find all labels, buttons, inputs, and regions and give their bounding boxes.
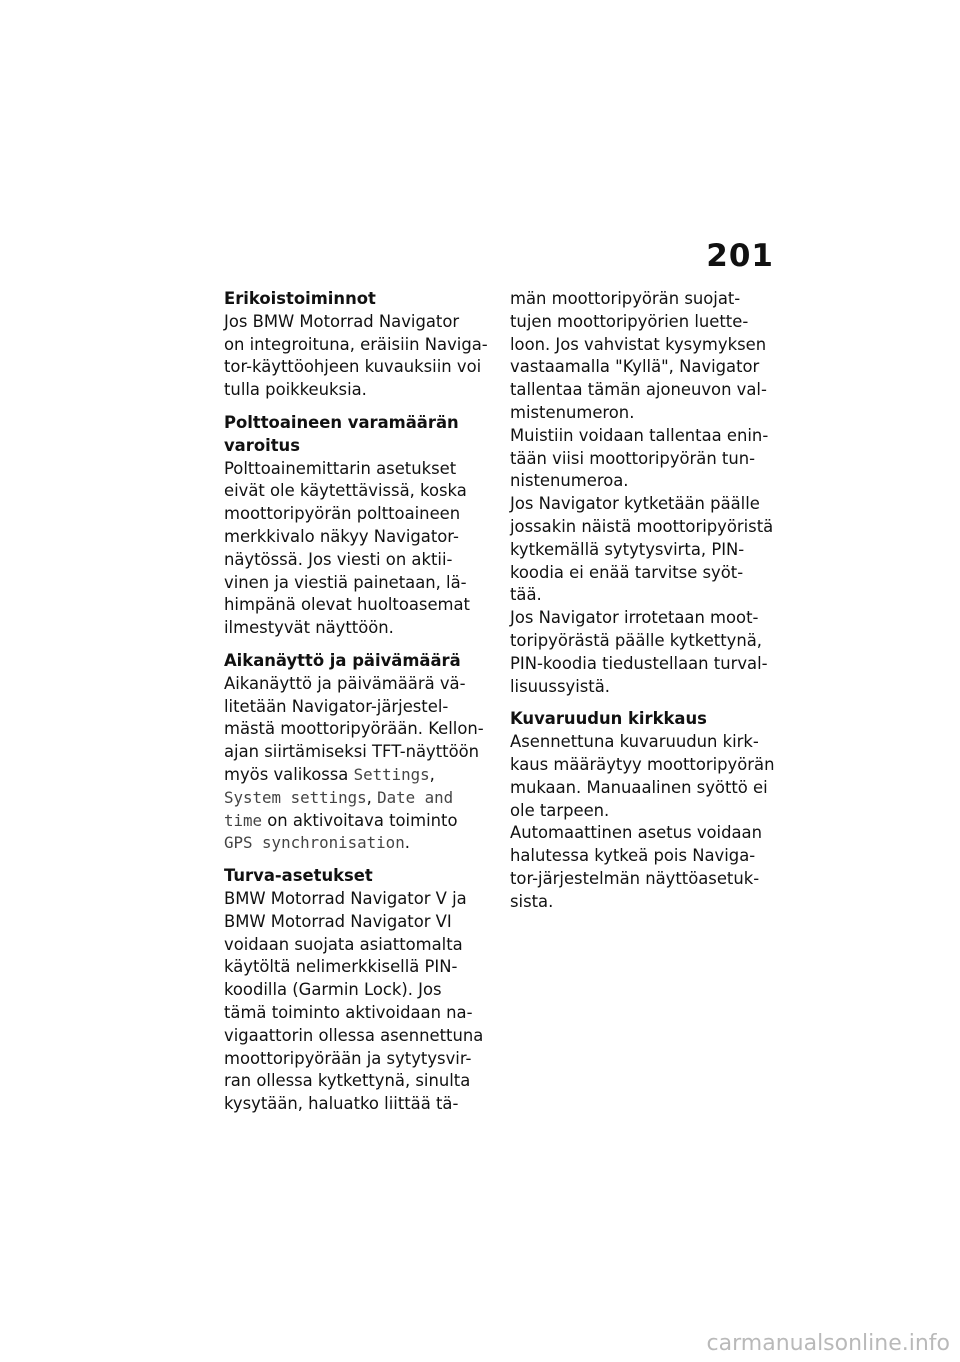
text-line: Jos Navigator irrotetaan moot- (510, 608, 759, 628)
section-special-functions (224, 288, 492, 402)
menu-term-date-and-time: time (224, 810, 263, 830)
text-line (224, 787, 492, 810)
text-line: ran ollessa kytkettynä, sinulta (224, 1071, 471, 1091)
text-fragment: myös valikossa (224, 764, 354, 784)
text-line: mästä moottoripyörään. Kellon- (224, 719, 484, 739)
text-line: tulla poikkeuksia. (224, 380, 367, 400)
text-line: ajan siirtämiseksi TFT-näyttöön (224, 742, 480, 762)
text-line: tor-järjestelmän näyttöasetuk- (510, 868, 760, 888)
text-line: koodilla (Garmin Lock). Jos (224, 980, 442, 1000)
text-line: kaus määräytyy moottoripyörän (510, 754, 775, 774)
text-line (224, 810, 492, 833)
text-line: Jos Navigator kytketään päälle (510, 494, 760, 514)
text-line: kytkemällä sytytysvirta, PIN- (510, 539, 745, 559)
page-number: 201 (706, 238, 774, 274)
text-line: Jos BMW Motorrad Navigator (224, 311, 460, 331)
text-line: ole tarpeen. (510, 800, 610, 820)
text-line: lisuussyistä. (510, 676, 610, 696)
text-line: Muistiin voidaan tallentaa enin- (510, 425, 769, 445)
section-heading: Turva-asetukset (224, 866, 373, 886)
text-line: eivät ole käytettävissä, koska (224, 481, 467, 501)
text-line: vinen ja viestiä painetaan, lä- (224, 572, 467, 592)
section-heading: Erikoistoiminnot (224, 289, 376, 308)
section-heading: Aikanäyttö ja päivämäärä (224, 650, 461, 670)
text-line: tujen moottoripyörien luette- (510, 311, 749, 331)
section-security-settings-continued (510, 288, 782, 698)
text-line: moottoripyörään ja sytytysvir- (224, 1048, 472, 1068)
text-line: halutessa kytkeä pois Naviga- (510, 846, 756, 866)
text-line: nistenumeroa. (510, 471, 629, 491)
text-line: moottoripyörän polttoaineen (224, 504, 461, 524)
text-line: ilmestyvät näyttöön. (224, 618, 394, 638)
section-heading: varoitus (224, 435, 300, 455)
menu-term-settings: Settings (353, 764, 430, 784)
text-fragment: , (429, 764, 435, 784)
section-heading: Polttoaineen varamäärän (224, 412, 459, 432)
section-screen-brightness (510, 708, 782, 913)
text-line: Polttoainemittarin asetukset (224, 458, 457, 478)
text-line: näytössä. Jos viesti on aktii- (224, 549, 453, 569)
text-fragment: , (366, 787, 378, 807)
text-line: koodia ei enää tarvitse syöt- (510, 562, 744, 582)
text-line: jossakin näistä moottoripyöristä (510, 516, 774, 536)
text-line: tallentaa tämän ajoneuvon val- (510, 380, 767, 400)
text-line: vigaattorin ollessa asennettuna (224, 1025, 484, 1045)
section-time-and-date (224, 650, 492, 855)
text-line: Aikanäyttö ja päivämäärä vä- (224, 673, 466, 693)
text-line: män moottoripyörän suojat- (510, 289, 741, 308)
text-line: kysytään, haluatko liittää tä- (224, 1094, 459, 1114)
text-line: BMW Motorrad Navigator VI (224, 911, 452, 931)
watermark: carmanualsonline.info (706, 1331, 950, 1356)
right-column (510, 288, 782, 924)
text-line: käytöltä nelimerkkisellä PIN- (224, 957, 458, 977)
menu-term-gps-sync: GPS synchronisation (224, 833, 405, 853)
text-line (224, 764, 492, 787)
text-line: tää. (510, 585, 542, 605)
text-fragment: . (404, 833, 410, 853)
text-line: Asennettuna kuvaruudun kirk- (510, 732, 759, 752)
left-column (224, 288, 492, 1126)
text-line: tor-käyttöohjeen kuvauksiin voi (224, 357, 482, 377)
menu-term-system-settings: System settings (224, 787, 367, 807)
section-heading: Kuvaruudun kirkkaus (510, 709, 707, 729)
text-line: voidaan suojata asiattomalta (224, 934, 463, 954)
text-fragment: on aktivoitava toiminto (262, 810, 458, 830)
text-line: BMW Motorrad Navigator V ja (224, 888, 467, 908)
menu-term-date-and-time: Date and (377, 787, 454, 807)
section-fuel-reserve-warning (224, 412, 492, 640)
text-line: merkkivalo näkyy Navigator- (224, 526, 459, 546)
section-security-settings (224, 865, 492, 1116)
text-line: tään viisi moottoripyörän tun- (510, 448, 756, 468)
text-line: himpänä olevat huoltoasemat (224, 595, 470, 615)
text-line: on integroituna, eräisiin Naviga- (224, 334, 488, 354)
text-line: tämä toiminto aktivoidaan na- (224, 1002, 473, 1022)
text-line: loon. Jos vahvistat kysymyksen (510, 334, 767, 354)
text-line: PIN-koodia tiedustellaan turval- (510, 653, 768, 673)
text-line: litetään Navigator-järjestel- (224, 696, 449, 716)
text-line: toripyörästä päälle kytkettynä, (510, 630, 762, 650)
text-line: Automaattinen asetus voidaan (510, 823, 762, 843)
text-line: mukaan. Manuaalinen syöttö ei (510, 777, 768, 797)
text-line (224, 832, 492, 855)
text-line: vastaamalla "Kyllä", Navigator (510, 357, 760, 377)
text-line: sista. (510, 891, 554, 911)
text-line: mistenumeron. (510, 402, 635, 422)
